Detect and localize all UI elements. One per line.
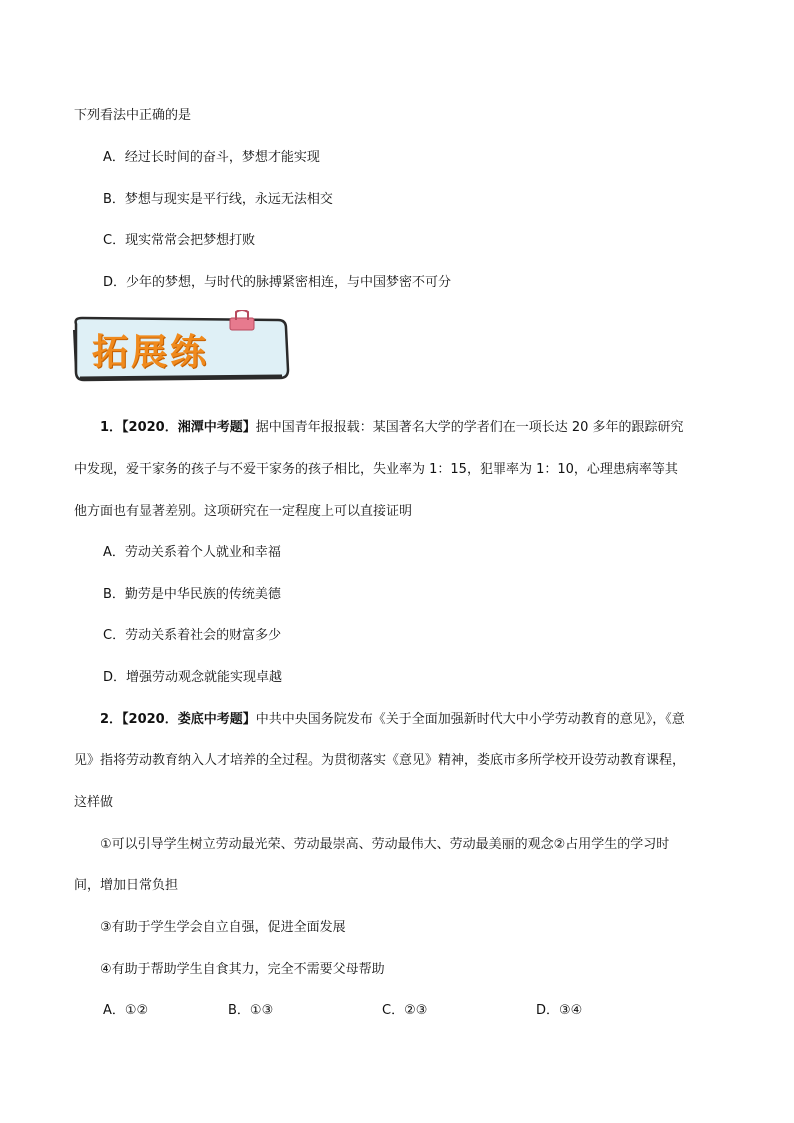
option-a: A．经过长时间的奋斗，梦想才能实现 (103, 150, 320, 165)
q1-option-c: C．劳动关系着社会的财富多少 (103, 628, 282, 643)
question-stem: 下列看法中正确的是 (74, 108, 192, 123)
question-1-line-3: 他方面也有显著差别。这项研究在一定程度上可以直接证明 (74, 504, 413, 519)
question-2-line-3: 这样做 (74, 795, 114, 810)
option-d: D．少年的梦想，与时代的脉搏紧密相连，与中国梦密不可分 (103, 275, 452, 290)
option-c: C．现实常常会把梦想打败 (103, 233, 256, 248)
question-1-head: 1．【2020．湘潭中考题】 (100, 420, 256, 435)
statement-2-continued: 间，增加日常负担 (74, 878, 179, 893)
question-2-line-1: 中共中央国务院发布《关于全面加强新时代大中小学劳动教育的意见》，《意 (255, 712, 685, 727)
q2-option-b: B．①③ (228, 1003, 274, 1018)
statement-1-2: ①可以引导学生树立劳动最光荣、劳动最崇高、劳动最伟大、劳动最美丽的观念②占用学生的学习时 (100, 837, 670, 852)
banner-title: 拓展练 (92, 332, 210, 373)
q1-option-a: A．劳动关系着个人就业和幸福 (103, 545, 281, 560)
statement-3: ③有助于学生学会自立自强，促进全面发展 (100, 920, 346, 935)
q1-option-d: D．增强劳动观念就能实现卓越 (103, 670, 283, 685)
option-b: B．梦想与现实是平行线，永远无法相交 (103, 192, 333, 207)
question-1-first-line (100, 418, 684, 438)
statement-4: ④有助于帮助学生自食其力，完全不需要父母帮助 (100, 962, 385, 977)
paperclip-icon (228, 310, 256, 332)
question-2-first-line (100, 710, 685, 730)
q2-option-c: C．②③ (382, 1003, 428, 1018)
q1-option-b: B．勤劳是中华民族的传统美德 (103, 587, 281, 602)
q2-option-a: A．①② (103, 1003, 149, 1018)
question-2-line-2: 见》指将劳动教育纳入人才培养的全过程。为贯彻落实《意见》精神，娄底市多所学校开设劳动教育课程， (74, 753, 686, 768)
q2-option-d: D．③④ (536, 1003, 583, 1018)
question-1-line-1: 据中国青年报报载：某国著名大学的学者们在一项长达 20 多年的跟踪研究 (255, 420, 684, 435)
question-1-line-2: 中发现，爱干家务的孩子与不爱干家务的孩子相比，失业率为 1：15，犯罪率为 1：10，心理患病率等其 (74, 462, 678, 477)
question-2-head: 2．【2020．娄底中考题】 (100, 712, 256, 727)
section-banner (70, 312, 292, 386)
